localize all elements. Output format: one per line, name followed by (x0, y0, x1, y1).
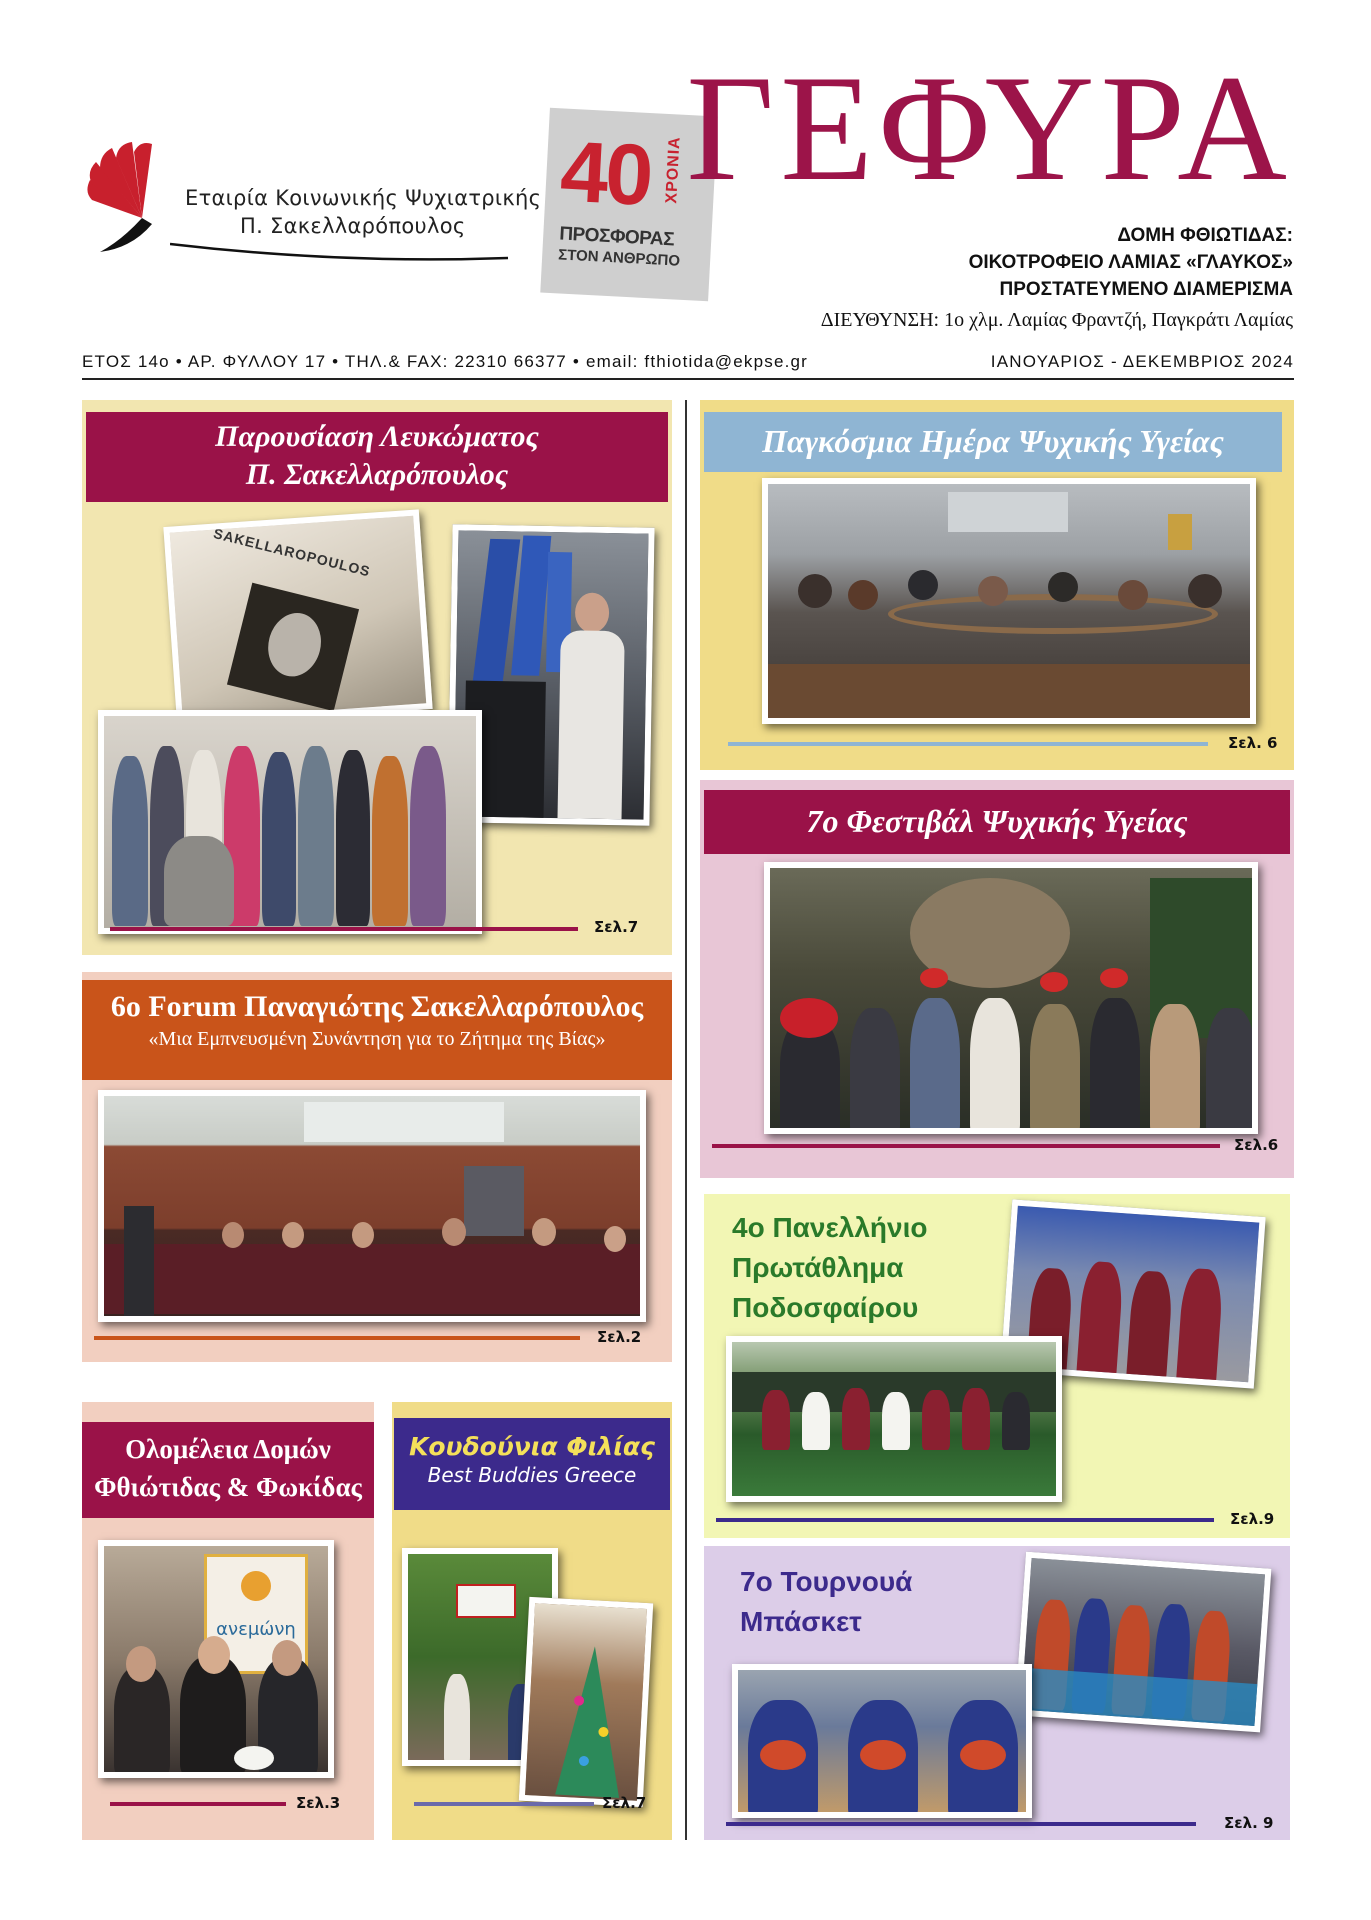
badge-line2: ΣΤΟΝ ΑΝΘΡΩΠΟ (557, 246, 681, 270)
world-day-photo (762, 478, 1256, 724)
football-title-line2: Πρωτάθλημα (732, 1252, 904, 1283)
bells-rule (414, 1802, 594, 1806)
unit-hostel: ΟΙΚΟΤΡΟΦΕΙΟ ΛΑΜΙΑΣ «ΓΛΑΥΚΟΣ» (968, 252, 1293, 273)
football-field-photo (726, 1336, 1062, 1502)
basket-title-line1: 7ο Τουρνουά (740, 1566, 913, 1597)
plenary-title (82, 1422, 374, 1518)
forum-page-ref[interactable]: Σελ.2 (597, 1328, 642, 1346)
bells-title-line2: Best Buddies Greece (427, 1463, 637, 1487)
football-title-line1: 4ο Πανελλήνιο (732, 1212, 928, 1243)
issue-info-bar (82, 352, 1294, 372)
article-plenary[interactable] (82, 1402, 374, 1840)
column-divider (685, 400, 687, 1840)
forum-panel-photo (98, 1090, 646, 1322)
football-rule (716, 1518, 1214, 1522)
logo-swoosh (170, 236, 510, 266)
bells-title (394, 1418, 670, 1510)
forum-title (82, 980, 672, 1080)
article-festival[interactable] (700, 780, 1294, 1178)
album-rule (110, 927, 578, 931)
address: ΔΙΕΥΘΥΝΣΗ: 1ο χλμ. Λαμίας Φραντζή, Παγκράτι Λαμίας (820, 309, 1293, 331)
plenary-title-line1: Ολομέλεια Δομών (125, 1434, 331, 1464)
ekpse-logo-icon (82, 140, 182, 260)
article-basket[interactable] (704, 1546, 1290, 1840)
plenary-title-line2: Φθιώτιδας & Φωκίδας (94, 1472, 362, 1502)
festival-rule (712, 1144, 1220, 1148)
festival-photo (764, 862, 1258, 1134)
album-title-line1: Παρουσίαση Λευκώματος (215, 420, 539, 453)
plenary-rule (110, 1802, 286, 1806)
org-name: Εταιρία Κοινωνικής Ψυχιατρικής (185, 186, 542, 210)
album-book-caption: SAKELLAROPOULOS (211, 524, 373, 580)
world-day-title: Παγκόσμια Ημέρα Ψυχικής Υγείας (704, 412, 1282, 472)
badge-number: 40 (558, 123, 653, 225)
article-bells[interactable] (392, 1402, 672, 1840)
article-world-day[interactable] (700, 400, 1294, 770)
festival-page-ref[interactable]: Σελ.6 (1234, 1136, 1279, 1154)
bells-page-ref[interactable]: Σελ.7 (602, 1794, 647, 1812)
forum-title-line1: 6ο Forum Παναγιώτης Σακελλαρόπουλος (110, 990, 644, 1023)
album-title (86, 412, 668, 502)
plenary-page-ref[interactable]: Σελ.3 (296, 1794, 341, 1812)
bells-decorated-tree-photo (519, 1597, 654, 1807)
article-forum[interactable] (82, 972, 672, 1362)
badge-line1: ΠΡΟΣΦΟΡΑΣ (558, 223, 675, 251)
world-day-page-ref[interactable]: Σελ. 6 (1228, 734, 1278, 752)
structure-label: ΔΟΜΗ ΦΘΙΩΤΙΔΑΣ: (1117, 225, 1293, 246)
badge-years: ΧΡΟΝΙΑ (663, 135, 684, 205)
masthead-title: ΓΕΦΥΡΑ (686, 44, 1293, 212)
basket-page-ref[interactable]: Σελ. 9 (1224, 1814, 1274, 1832)
world-day-rule (728, 742, 1208, 746)
article-album[interactable] (82, 400, 672, 955)
festival-title: 7ο Φεστιβάλ Ψυχικής Υγείας (704, 790, 1290, 854)
album-book-photo (163, 509, 432, 726)
basket-title (740, 1562, 912, 1642)
unit-apartment: ΠΡΟΣΤΑΤΕΥΜΕΝΟ ΔΙΑΜΕΡΙΣΜΑ (999, 279, 1293, 300)
basket-team-photo (1015, 1552, 1272, 1733)
issue-details: ΕΤΟΣ 14ο • ΑΡ. ΦΥΛΛΟΥ 17 • ΤΗΛ.& FAX: 22310 66377 • email: fthiotida@ekpse.gr (82, 352, 809, 371)
bells-title-line1: Κουδούνια Φιλίας (409, 1432, 655, 1461)
album-group-photo (98, 710, 482, 934)
album-title-line2: Π. Σακελλαρόπουλος (245, 458, 509, 491)
plenary-photo (98, 1540, 334, 1778)
org-name-sub: Π. Σακελλαρόπουλος (240, 214, 466, 238)
football-page-ref[interactable]: Σελ.9 (1230, 1510, 1275, 1528)
forum-rule (94, 1336, 580, 1340)
forum-title-line2: «Μια Εμπνευσμένη Συνάντηση για το Ζήτημα της Βίας» (148, 1028, 606, 1050)
basket-title-line2: Μπάσκετ (740, 1606, 862, 1637)
football-title-line3: Ποδοσφαίρου (732, 1292, 919, 1323)
basket-rule (726, 1822, 1196, 1826)
album-page-ref[interactable]: Σελ.7 (594, 918, 639, 936)
article-football[interactable] (704, 1194, 1290, 1538)
issue-period: ΙΑΝΟΥΑΡΙΟΣ - ΔΕΚΕΜΒΡΙΟΣ 2024 (990, 352, 1294, 371)
basket-players-photo (732, 1664, 1032, 1818)
football-title (732, 1208, 927, 1328)
header-divider (82, 378, 1294, 380)
anemone-label: ανεμώνη (216, 1619, 296, 1640)
